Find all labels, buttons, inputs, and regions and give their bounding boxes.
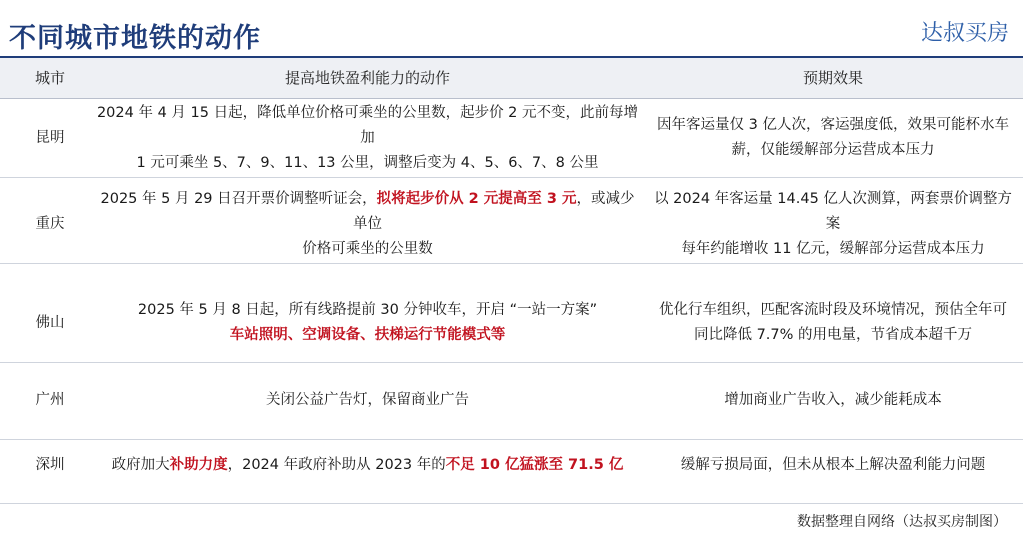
action-text: ，或减少单位 [353, 190, 635, 232]
footer-divider [0, 503, 1023, 504]
brand-logo-text: 达叔买房 [920, 21, 1009, 46]
city-cell: 佛山 [35, 314, 65, 331]
highlight-text: 不足 10 亿猛涨至 71.5 亿 [445, 456, 624, 473]
header-action: 提高地铁盈利能力的动作 [284, 69, 450, 87]
action-cell [95, 185, 640, 263]
effect-line: 缓解亏损局面，但未从根本上解决盈利能力问题 [680, 456, 986, 473]
header-effect: 预期效果 [802, 69, 863, 87]
action-line [112, 453, 624, 478]
city-cell: 重庆 [35, 215, 65, 232]
action-text: 政府加大 [111, 456, 170, 473]
effect-cell [648, 99, 1018, 177]
source-note: 数据整理自网络（达叔买房制图） [797, 514, 1007, 530]
table-row-chongqing [0, 185, 1023, 264]
effect-line: 同比降低 7.7% 的用电量，节省成本超千万 [693, 327, 973, 343]
table-row-kunming [0, 99, 1023, 178]
effect-line: 因年客运量仅 3 亿人次，客运强度低，效果可能杯水车 [657, 117, 1009, 133]
effect-line: 每年约能增收 11 亿元，缓解部分运营成本压力 [681, 240, 985, 257]
table-header [0, 58, 1023, 99]
effect-line: 以 2024 年客运量 14.45 亿人次测算，两套票价调整方案 [654, 190, 1012, 232]
page-title: 不同城市地铁的动作 [9, 23, 261, 54]
city-cell: 昆明 [35, 129, 65, 146]
action-line: 1 元可乘坐 5、7、9、11、13 公里，调整后变为 4、5、6、7、8 公里 [136, 154, 599, 171]
highlight-text: 补助力度 [169, 456, 228, 473]
table-row-foshan [0, 284, 1023, 363]
effect-cell [648, 426, 1018, 504]
action-line: 2025 年 5 月 8 日起，所有线路提前 30 分钟收车，开启 “一站一方案” [137, 302, 598, 318]
effect-cell [648, 284, 1018, 362]
highlight-text: 拟将起步价从 2 元提高至 3 元 [376, 190, 577, 207]
highlight-text: 车站照明、空调设备、扶梯运行节能模式等 [229, 327, 506, 343]
action-line [95, 187, 640, 237]
effect-line: 增加商业广告收入，减少能耗成本 [724, 391, 942, 408]
action-cell [95, 284, 640, 362]
action-cell [95, 99, 640, 177]
effect-line: 优化行车组织，匹配客流时段及环境情况，预估全年可 [659, 302, 1007, 318]
effect-line: 薪，仅能缓解部分运营成本压力 [731, 142, 935, 158]
city-cell: 深圳 [35, 456, 65, 473]
action-line: 2024 年 4 月 15 日起，降低单位价格可乘坐的公里数，起步价 2 元不变，此前每增加 [96, 104, 639, 146]
header-city: 城市 [34, 69, 65, 87]
action-text: ，2024 年政府补助从 2023 年的 [227, 456, 446, 473]
effect-cell [648, 185, 1018, 263]
action-text: 2025 年 5 月 29 日召开票价调整听证会， [100, 190, 377, 207]
action-line: 关闭公益广告灯，保留商业广告 [266, 391, 469, 408]
city-cell: 广州 [35, 391, 65, 408]
table-row-shenzhen [0, 426, 1023, 504]
action-cell [95, 426, 640, 504]
action-line: 价格可乘坐的公里数 [302, 240, 433, 257]
